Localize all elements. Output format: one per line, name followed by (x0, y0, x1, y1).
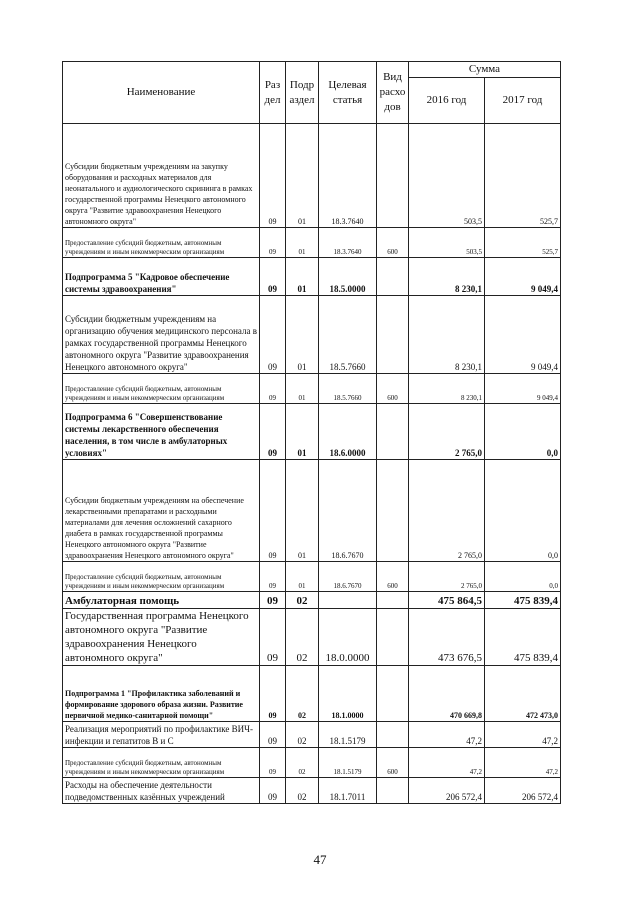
row-podrazdel: 02 (286, 722, 319, 748)
row-name: Субсидии бюджетным учреждениям на обеспечение лекарственными препаратами и расходными материалами для лечения осложнений сахарного диабета в рамках государственной программы Ненецкого автономного округа "Развитие здравоохранения Ненецкого автономного округа" (63, 460, 260, 562)
row-2017: 475 839,4 (485, 609, 561, 666)
row-article: 18.6.7670 (319, 562, 377, 592)
row-2017: 0,0 (485, 404, 561, 460)
row-article: 18.5.7660 (319, 296, 377, 374)
row-2016: 2 765,0 (409, 562, 485, 592)
table-row (63, 228, 561, 258)
row-podrazdel: 01 (286, 460, 319, 562)
row-article (319, 592, 377, 609)
table-row (63, 778, 561, 804)
row-vid (377, 258, 409, 296)
page-number: 47 (313, 852, 327, 867)
row-2016: 47,2 (409, 722, 485, 748)
row-name: Подпрограмма 5 "Кадровое обеспечение системы здравоохранения" (63, 258, 260, 296)
row-2016: 2 765,0 (409, 404, 485, 460)
row-vid (377, 666, 409, 722)
row-podrazdel: 01 (286, 296, 319, 374)
row-podrazdel: 02 (286, 609, 319, 666)
row-razdel: 09 (260, 404, 286, 460)
row-podrazdel: 02 (286, 592, 319, 609)
header-sum: Сумма (409, 62, 561, 78)
row-2016: 47,2 (409, 748, 485, 778)
row-2017: 0,0 (485, 460, 561, 562)
row-name: Государственная программа Ненецкого автономного округа "Развитие здравоохранения Ненецкого автономного округа" (63, 609, 260, 666)
table-row (63, 666, 561, 722)
row-2017: 47,2 (485, 722, 561, 748)
row-podrazdel: 01 (286, 374, 319, 404)
row-2016: 470 669,8 (409, 666, 485, 722)
row-article: 18.5.0000 (319, 258, 377, 296)
row-vid (377, 778, 409, 804)
row-razdel: 09 (260, 258, 286, 296)
row-article: 18.0.0000 (319, 609, 377, 666)
row-article: 18.5.7660 (319, 374, 377, 404)
row-vid: 600 (377, 228, 409, 258)
row-podrazdel: 02 (286, 666, 319, 722)
row-name: Реализация мероприятий по профилактике ВИЧ-инфекции и гепатитов В и С (63, 722, 260, 748)
row-name: Субсидии бюджетным учреждениям на закупку оборудования и расходных материалов для неонатального и аудиологического скрининга в рамках государственной программы Ненецкого автономного округа "Развитие здравоохранения Ненецкого автономного округа" (63, 124, 260, 228)
row-2017: 9 049,4 (485, 374, 561, 404)
row-name: Предоставление субсидий бюджетным, автономным учреждениям и иным некоммерческим организациям (63, 374, 260, 404)
row-2017: 0,0 (485, 562, 561, 592)
row-name: Подпрограмма 6 "Совершенствование системы лекарственного обеспечения населения, в том числе в амбулаторных условиях" (63, 404, 260, 460)
row-razdel: 09 (260, 228, 286, 258)
row-vid: 600 (377, 374, 409, 404)
row-article: 18.6.0000 (319, 404, 377, 460)
row-2017: 9 049,4 (485, 296, 561, 374)
table-row (63, 722, 561, 748)
row-name: Субсидии бюджетным учреждениям на организацию обучения медицинского персонала в рамках государственной программы Ненецкого автономного округа "Развитие здравоохранения Ненецкого автономного округа" (63, 296, 260, 374)
row-2016: 503,5 (409, 228, 485, 258)
row-name: Предоставление субсидий бюджетным, автономным учреждениям и иным некоммерческим организациям (63, 228, 260, 258)
header-article: Целевая статья (319, 62, 377, 124)
row-vid: 600 (377, 562, 409, 592)
row-article: 18.1.0000 (319, 666, 377, 722)
row-vid (377, 404, 409, 460)
table-row (63, 609, 561, 666)
row-2016: 2 765,0 (409, 460, 485, 562)
row-vid (377, 460, 409, 562)
row-vid (377, 296, 409, 374)
row-razdel: 09 (260, 609, 286, 666)
row-2017: 9 049,4 (485, 258, 561, 296)
row-name: Предоставление субсидий бюджетным, автономным учреждениям и иным некоммерческим организациям (63, 562, 260, 592)
row-article: 18.1.5179 (319, 748, 377, 778)
row-2016: 475 864,5 (409, 592, 485, 609)
row-podrazdel: 01 (286, 228, 319, 258)
row-razdel: 09 (260, 124, 286, 228)
row-vid (377, 124, 409, 228)
header-2017: 2017 год (485, 78, 561, 124)
row-2016: 8 230,1 (409, 296, 485, 374)
row-podrazdel: 02 (286, 748, 319, 778)
row-razdel: 09 (260, 296, 286, 374)
row-podrazdel: 01 (286, 404, 319, 460)
row-razdel: 09 (260, 722, 286, 748)
row-2016: 8 230,1 (409, 258, 485, 296)
table-row (63, 562, 561, 592)
row-vid (377, 609, 409, 666)
row-name: Предоставление субсидий бюджетным, автономным учреждениям и иным некоммерческим организациям (63, 748, 260, 778)
table-row (63, 374, 561, 404)
row-2017: 206 572,4 (485, 778, 561, 804)
table-row (63, 124, 561, 228)
row-article: 18.6.7670 (319, 460, 377, 562)
row-2016: 8 230,1 (409, 374, 485, 404)
row-vid (377, 592, 409, 609)
table-row (63, 748, 561, 778)
row-vid: 600 (377, 748, 409, 778)
row-2017: 525,7 (485, 124, 561, 228)
header-name: Наименование (63, 62, 260, 124)
table-row (63, 460, 561, 562)
table-row (63, 296, 561, 374)
table-row (63, 258, 561, 296)
row-vid (377, 722, 409, 748)
row-razdel: 09 (260, 666, 286, 722)
table-row (63, 592, 561, 609)
row-article: 18.3.7640 (319, 228, 377, 258)
row-2016: 503,5 (409, 124, 485, 228)
row-article: 18.1.7011 (319, 778, 377, 804)
row-name: Расходы на обеспечение деятельности подведомственных казённых учреждений (63, 778, 260, 804)
budget-table (62, 61, 561, 804)
row-razdel: 09 (260, 592, 286, 609)
row-article: 18.1.5179 (319, 722, 377, 748)
header-2016: 2016 год (409, 78, 485, 124)
row-razdel: 09 (260, 778, 286, 804)
row-2017: 525,7 (485, 228, 561, 258)
row-name: Амбулаторная помощь (63, 592, 260, 609)
row-razdel: 09 (260, 748, 286, 778)
header-razdel: Раз дел (260, 62, 286, 124)
row-podrazdel: 01 (286, 258, 319, 296)
table-row (63, 404, 561, 460)
row-podrazdel: 01 (286, 124, 319, 228)
row-2017: 475 839,4 (485, 592, 561, 609)
row-name: Подпрограмма 1 "Профилактика заболеваний и формирование здорового образа жизни. Развитие первичной медико-санитарной помощи" (63, 666, 260, 722)
row-razdel: 09 (260, 460, 286, 562)
header-podrazdel: Подр аздел (286, 62, 319, 124)
header-vid: Вид расхо дов (377, 62, 409, 124)
row-2016: 206 572,4 (409, 778, 485, 804)
row-podrazdel: 01 (286, 562, 319, 592)
row-2016: 473 676,5 (409, 609, 485, 666)
row-podrazdel: 02 (286, 778, 319, 804)
row-razdel: 09 (260, 374, 286, 404)
row-razdel: 09 (260, 562, 286, 592)
row-2017: 47,2 (485, 748, 561, 778)
row-2017: 472 473,0 (485, 666, 561, 722)
row-article: 18.3.7640 (319, 124, 377, 228)
